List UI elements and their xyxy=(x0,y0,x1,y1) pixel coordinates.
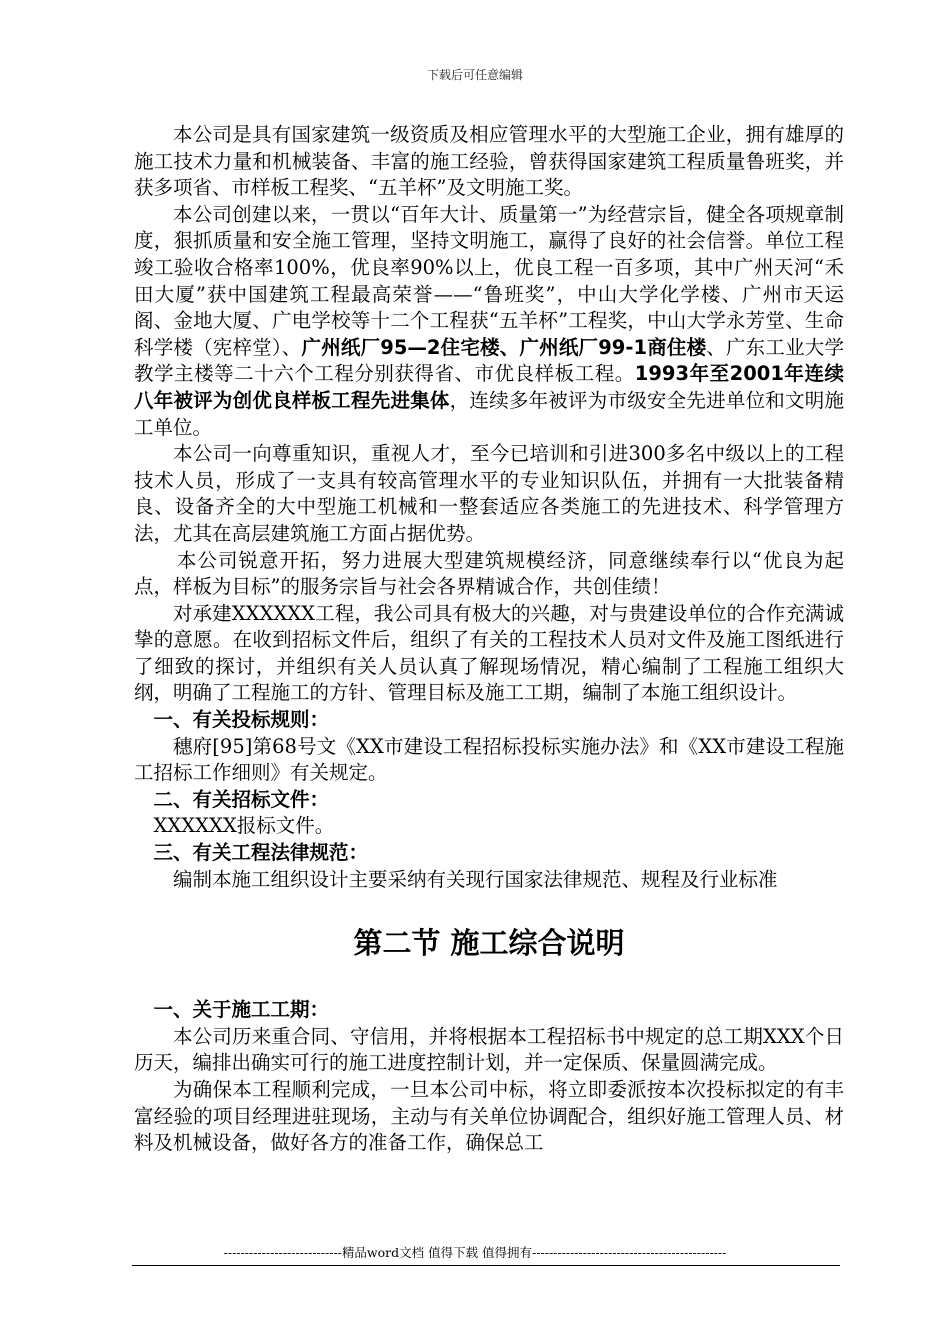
intro-paragraph-3: 本公司一向尊重知识，重视人才，至今已培训和引进300多名中级以上的工程技术人员，形成了一支具有较高管理水平的专业知识队伍，并拥有一大批装备精良、设备齐全的大中型施工机械和一整套适应各类施工的先进技术、科学管理方法，尤其在高层建筑施工方面占据优势。 xyxy=(134,442,844,545)
intro-p2-text-a: 本公司创建以来，一贯以“百年大计、质量第一”为经营宗旨，健全各项规章制度，狠抓质量和安全施工管理，坚持文明施工，赢得了良好的社会信誉。单位工程竣工验收合格率100%，优良率90%以上，优良工程一百多项，其中广州天河“禾田大厦”获中国建筑工程最高荣誉——“鲁班奖”，中山大学化学楼、广州市天运阁、金地大厦、广电学校等十二个工程获“五羊杯”工程奖，中山大学永芳堂、生命科学楼（宪梓堂）、 xyxy=(134,202,844,359)
bidding-rules-text: 穗府[95]第68号文《XX市建设工程招标投标实施办法》和《XX市建设工程施工招标工作细则》有关规定。 xyxy=(134,734,844,785)
intro-p2-text-c: 、广东工业大学教学主楼等二十六个工程分别获得省、市优良样板工程。 xyxy=(134,335,844,386)
intro-p2-bold-3: 1993年至2001年连续八年被评为创优良样板工程先进集体 xyxy=(134,362,844,412)
intro-paragraph-4: 本公司锐意开拓，努力进展大型建筑规模经济，同意继续奉行以“优良为起点，样板为目标”的服务宗旨与社会各界精诚合作，共创佳绩！ xyxy=(134,548,844,599)
heading-bidding-rules: 一、有关投标规则： xyxy=(153,708,330,732)
page-footer: ----------------------------精品word文档 值得下载 值得拥有---------------------------------------------- xyxy=(223,1245,727,1260)
intro-p2-bold-2: 广州纸厂99-1商住楼 xyxy=(519,335,707,359)
footer-divider xyxy=(132,1265,840,1266)
tender-documents-text: XXXXXX报标文件。 xyxy=(153,814,335,838)
intro-p2-text-d: ，连续多年被评为市级安全先进单位和文明施工单位。 xyxy=(134,388,844,439)
construction-period-paragraph-2: 为确保本工程顺利完成，一旦本公司中标，将立即委派按本次投标拟定的有丰富经验的项目经理进驻现场，主动与有关单位协调配合，组织好施工管理人员、材料及机械设备，做好各方的准备工作，确保总工 xyxy=(134,1078,844,1155)
document-body xyxy=(134,122,844,1157)
intro-p2-separator: 、 xyxy=(499,335,520,359)
legal-norms-text: 编制本施工组织设计主要采纳有关现行国家法律规范、规程及行业标准 xyxy=(173,867,778,891)
intro-paragraph-2 xyxy=(134,202,844,441)
section-title: 第二节 施工综合说明 xyxy=(353,926,625,961)
page-header: 下载后可任意编辑 xyxy=(426,68,523,82)
construction-period-paragraph-1: 本公司历来重合同、守信用，并将根据本工程招标书中规定的总工期XXX个日历天，编排出确实可行的施工进度控制计划，并一定保质、保量圆满完成。 xyxy=(134,1024,844,1075)
heading-construction-period: 一、关于施工工期： xyxy=(153,998,330,1022)
intro-paragraph-1: 本公司是具有国家建筑一级资质及相应管理水平的大型施工企业，拥有雄厚的施工技术力量和机械装备、丰富的施工经验，曾获得国家建筑工程质量鲁班奖，并获多项省、市样板工程奖、“五羊杯”及文明施工奖。 xyxy=(134,123,844,200)
heading-legal-norms: 三、有关工程法律规范： xyxy=(153,841,369,865)
heading-tender-documents: 二、有关招标文件： xyxy=(153,787,330,811)
intro-p2-bold-1: 广州纸厂95—2住宅楼 xyxy=(301,335,500,359)
intro-paragraph-5: 对承建XXXXXX工程，我公司具有极大的兴趣，对与贵建设单位的合作充满诚挚的意愿。在收到招标文件后，组织了有关的工程技术人员对文件及施工图纸进行了细致的探讨，并组织有关人员认真了解现场情况，精心编制了工程施工组织大纲，明确了工程施工的方针、管理目标及施工工期，编制了本施工组织设计。 xyxy=(134,601,844,705)
